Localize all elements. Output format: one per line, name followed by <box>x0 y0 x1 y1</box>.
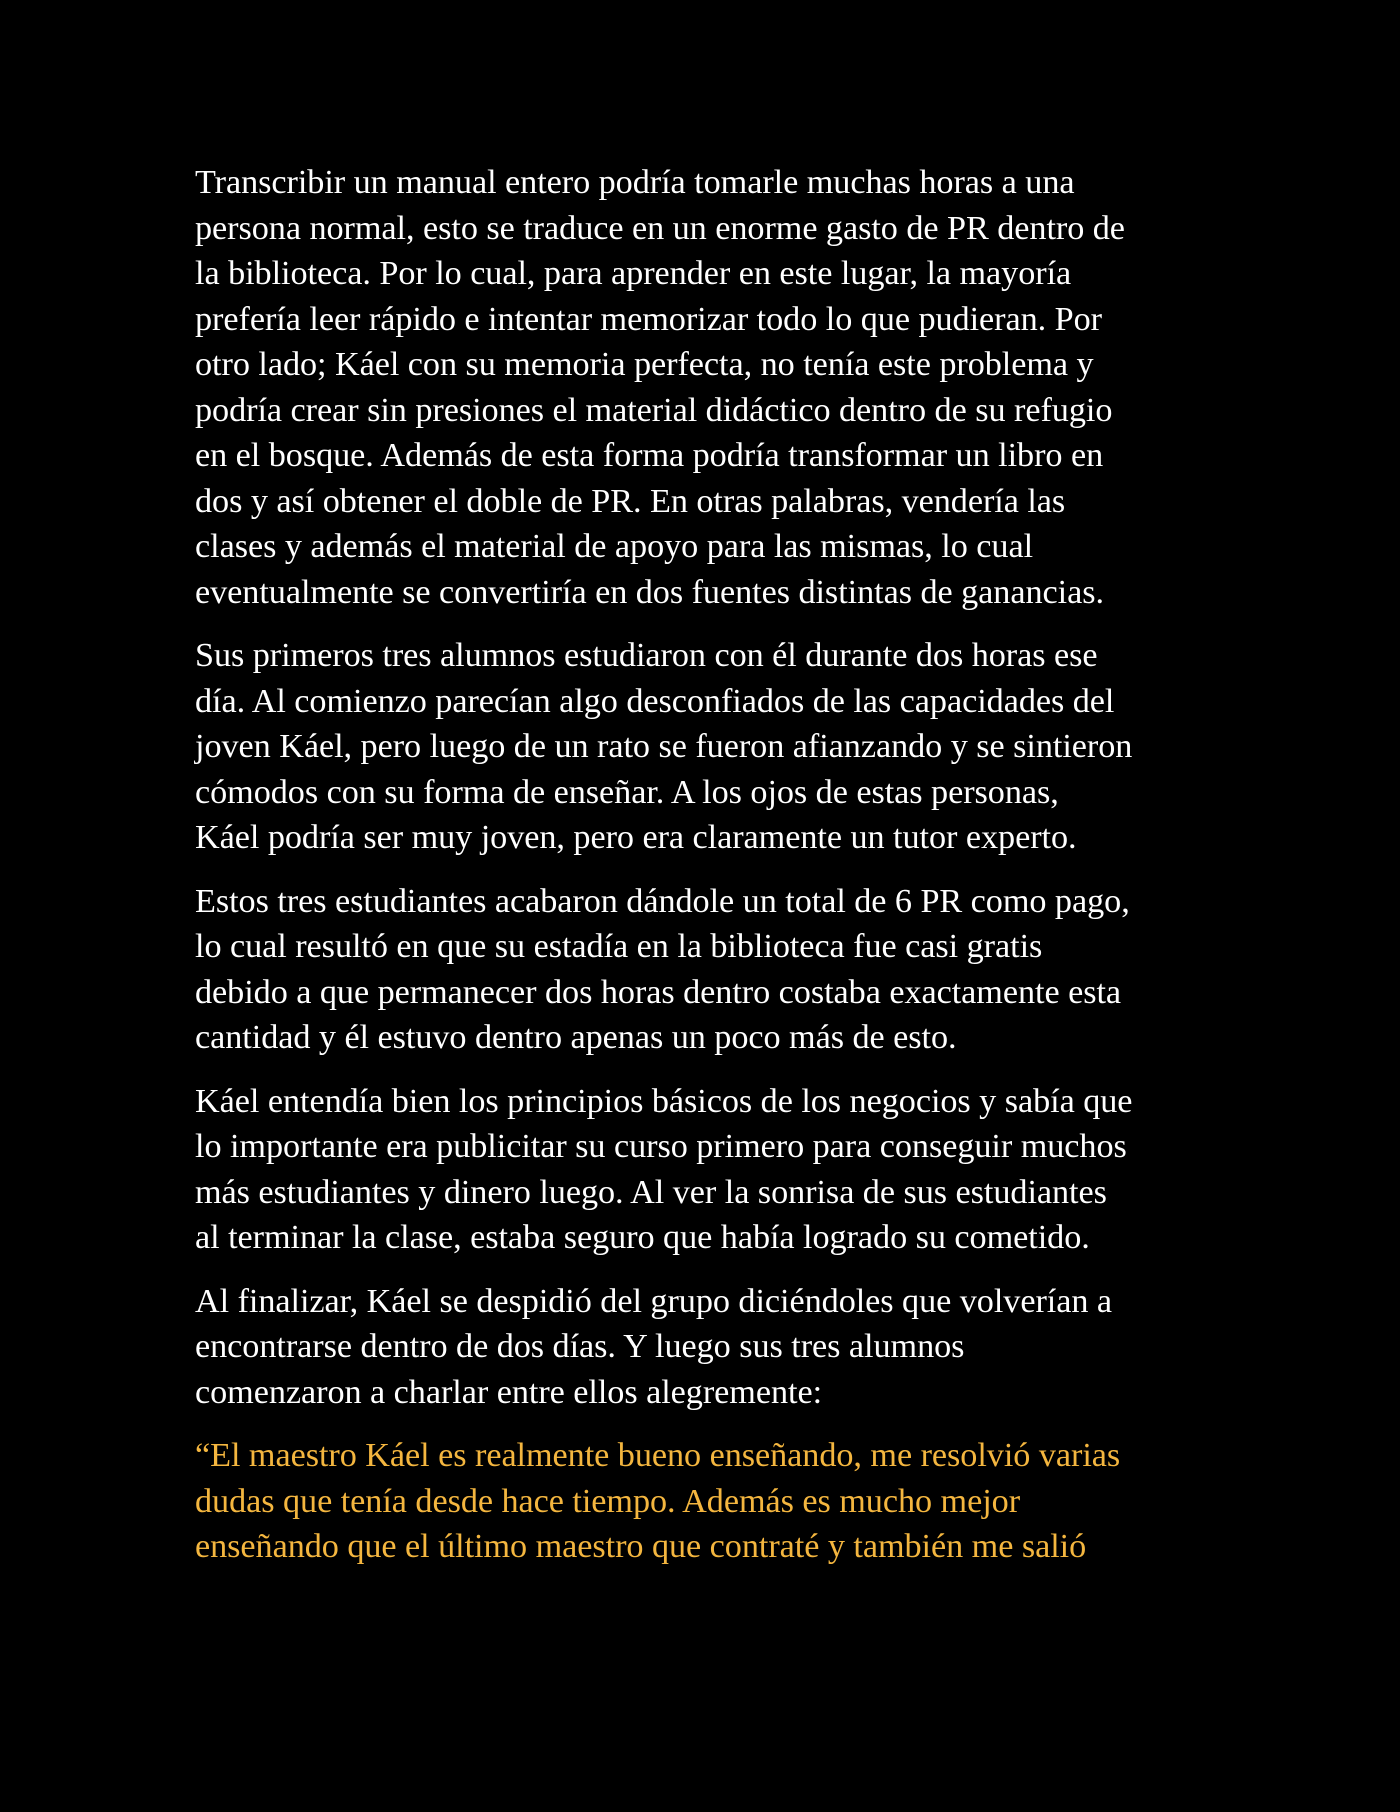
line: eventualmente se convertiría en dos fuentes distintas de ganancias. <box>195 573 1104 611</box>
line: cantidad y él estuvo dentro apenas un poco más de esto. <box>195 1019 957 1056</box>
line: Estos tres estudiantes acabaron dándole un total de 6 PR como pago, <box>195 882 1130 920</box>
line: Sus primeros tres alumnos estudiaron con él durante dos horas ese <box>195 637 1098 674</box>
line: Al finalizar, Káel se despidió del grupo diciéndoles que volverían a <box>195 1282 1113 1320</box>
line: clases y además el material de apoyo para las mismas, lo cual <box>195 528 1034 565</box>
dialogue-quote <box>195 1433 1215 1570</box>
line: debido a que permanecer dos horas dentro costaba exactamente esta <box>195 973 1122 1011</box>
line: dos y así obtener el doble de PR. En otras palabras, vendería las <box>195 482 1066 520</box>
line: persona normal, esto se traduce en un enorme gasto de PR dentro de <box>195 209 1125 247</box>
line: Káel entendía bien los principios básicos de los negocios y sabía que <box>195 1082 1133 1120</box>
line: otro lado; Káel con su memoria perfecta, no tenía este problema y <box>195 346 1094 383</box>
line: comenzaron a charlar entre ellos alegremente: <box>195 1373 823 1411</box>
line: lo importante era publicitar su curso primero para conseguir muchos <box>195 1128 1127 1165</box>
line: lo cual resultó en que su estadía en la biblioteca fue casi gratis <box>195 928 1043 965</box>
line: la biblioteca. Por lo cual, para aprender en este lugar, la mayoría <box>195 255 1072 292</box>
line: joven Káel, pero luego de un rato se fueron afianzando y se sintieron <box>195 728 1133 765</box>
line: “El maestro Káel es realmente bueno enseñando, me resolvió varias <box>195 1437 1121 1474</box>
line: Transcribir un manual entero podría tomarle muchas horas a una <box>195 164 1075 201</box>
text-column <box>195 160 1215 1588</box>
line: cómodos con su forma de enseñar. A los ojos de estas personas, <box>195 773 1059 811</box>
line: dudas que tenía desde hace tiempo. Además es mucho mejor <box>195 1482 1021 1520</box>
paragraph-3 <box>195 879 1215 1061</box>
line: podría crear sin presiones el material didáctico dentro de su refugio <box>195 391 1113 429</box>
paragraph-5 <box>195 1279 1215 1416</box>
line: enseñando que el último maestro que contraté y también me salió <box>195 1528 1087 1565</box>
line: Káel podría ser muy joven, pero era claramente un tutor experto. <box>195 819 1077 856</box>
paragraph-2 <box>195 633 1215 861</box>
line: encontrarse dentro de dos días. Y luego sus tres alumnos <box>195 1328 965 1365</box>
line: más estudiantes y dinero luego. Al ver la sonrisa de sus estudiantes <box>195 1173 1107 1211</box>
paragraph-4 <box>195 1079 1215 1261</box>
line: al terminar la clase, estaba seguro que había logrado su cometido. <box>195 1219 1090 1256</box>
line: en el bosque. Además de esta forma podría transformar un libro en <box>195 437 1104 474</box>
paragraph-1 <box>195 160 1215 615</box>
line: prefería leer rápido e intentar memorizar todo lo que pudieran. Por <box>195 300 1102 338</box>
line: día. Al comienzo parecían algo desconfiados de las capacidades del <box>195 682 1115 720</box>
